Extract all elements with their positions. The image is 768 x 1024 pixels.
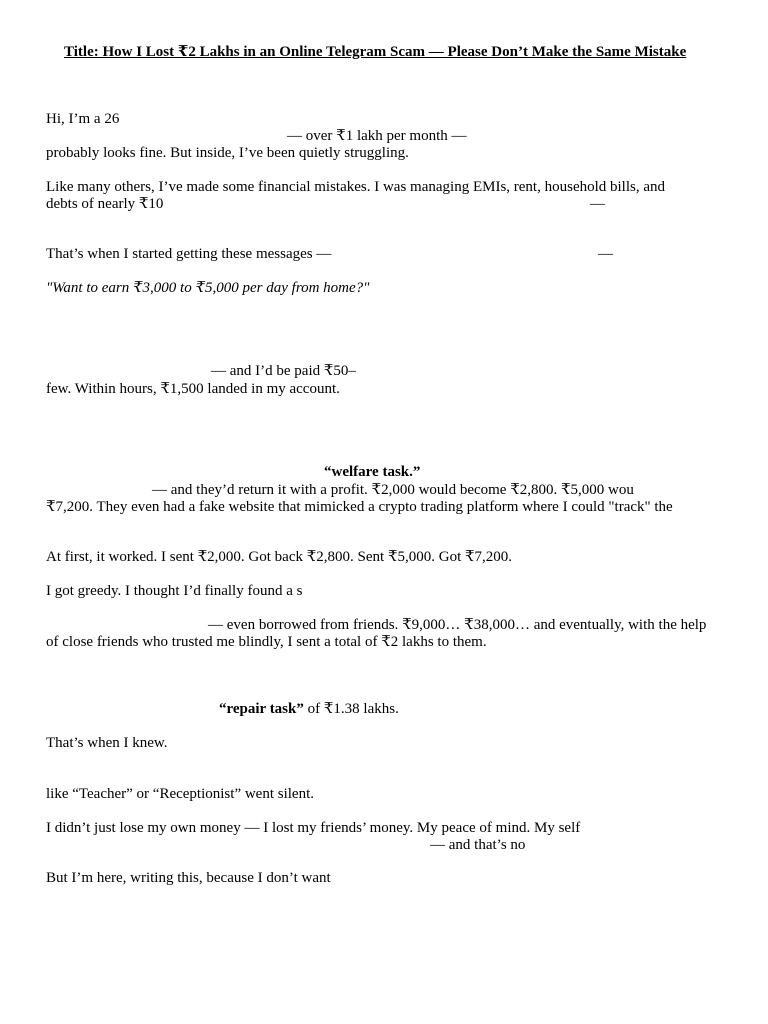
text-line: Like many others, I’ve made some financial mistakes. I was managing EMIs, rent, household bills, and <box>46 179 666 195</box>
text-line: — and that’s no <box>430 837 526 853</box>
quoted-message: "Want to earn ₹3,000 to ₹5,000 per day from home?" <box>46 280 370 296</box>
text-fragment: of ₹1.38 lakhs. <box>303 701 399 717</box>
text-line: At first, it worked. I sent ₹2,000. Got back ₹2,800. Sent ₹5,000. Got ₹7,200. <box>46 549 513 565</box>
text-line: debts of nearly ₹10 <box>46 196 164 212</box>
text-line: — <box>590 196 605 212</box>
text-line: like “Teacher” or “Receptionist” went silent. <box>46 786 315 802</box>
text-line: Hi, I’m a 26 <box>46 111 120 127</box>
text-line: ₹7,200. They even had a fake website that mimicked a crypto trading platform where I could "track" the <box>46 499 673 515</box>
text-line <box>219 701 399 718</box>
document-title: Title: How I Lost ₹2 Lakhs in an Online Telegram Scam — Please Don’t Make the Same Mistake <box>64 44 687 60</box>
text-line: few. Within hours, ₹1,500 landed in my account. <box>46 381 340 397</box>
text-line: But I’m here, writing this, because I don’t want <box>46 870 331 886</box>
text-line: — over ₹1 lakh per month — <box>287 128 467 144</box>
text-line: of close friends who trusted me blindly, I sent a total of ₹2 lakhs to them. <box>46 634 487 650</box>
text-line: — <box>598 246 613 262</box>
text-line: That’s when I started getting these messages — <box>46 246 332 262</box>
text-line: — and I’d be paid ₹50– <box>211 363 356 379</box>
text-line: probably looks fine. But inside, I’ve been quietly struggling. <box>46 145 409 161</box>
text-line: That’s when I knew. <box>46 735 168 751</box>
welfare-task-label: “welfare task.” <box>324 464 421 480</box>
text-line: I got greedy. I thought I’d finally found a s <box>46 583 303 599</box>
repair-task-label: “repair task” <box>219 701 304 717</box>
text-line: — even borrowed from friends. ₹9,000… ₹38,000… and eventually, with the help <box>208 617 707 633</box>
text-line: I didn’t just lose my own money — I lost my friends’ money. My peace of mind. My self <box>46 820 581 836</box>
text-line: — and they’d return it with a profit. ₹2,000 would become ₹2,800. ₹5,000 wou <box>152 482 634 498</box>
